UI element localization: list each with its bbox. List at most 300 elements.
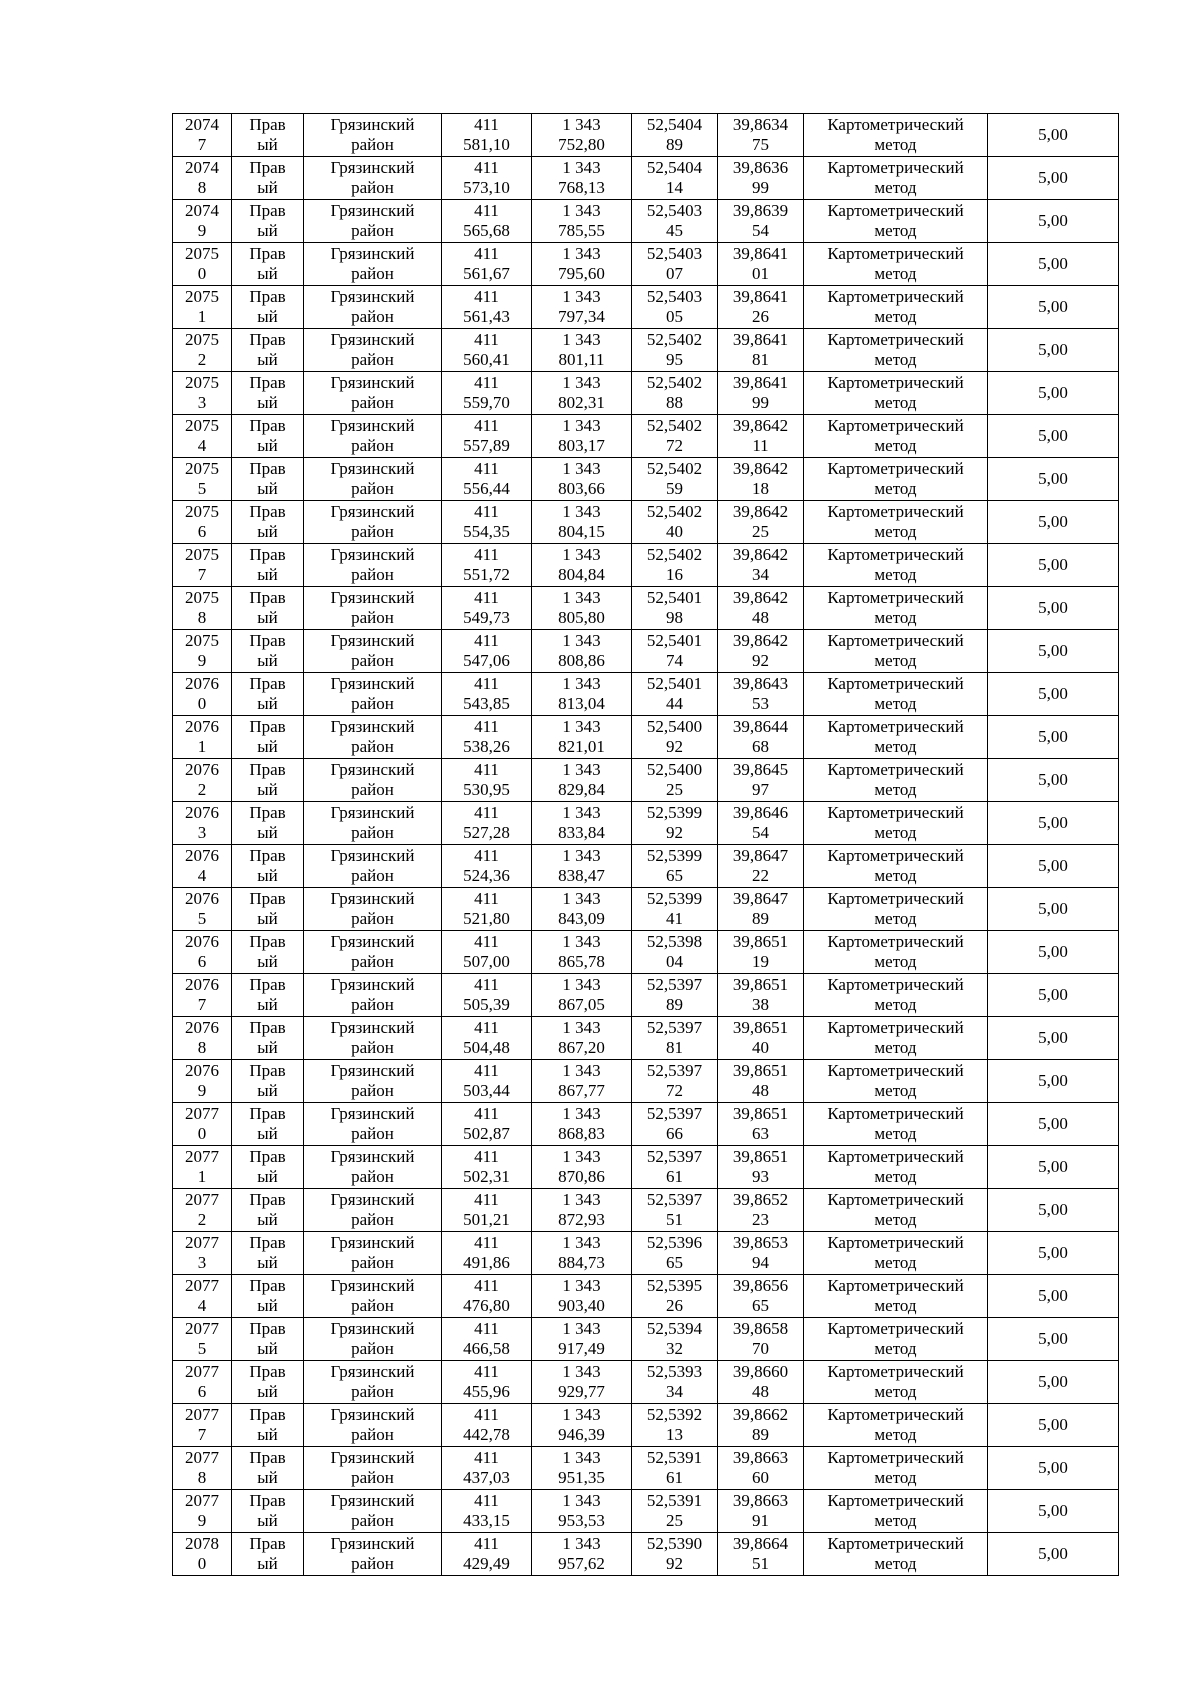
y-coordinate-cell: 1 343 867,05: [532, 974, 632, 1017]
district-cell: Грязинский район: [304, 243, 442, 286]
method-cell: Картометрический метод: [804, 544, 988, 587]
error-cell: 5,00: [988, 286, 1119, 329]
point-number-cell: 2077 0: [173, 1103, 232, 1146]
method-cell: Картометрический метод: [804, 1404, 988, 1447]
latitude-cell: 52,5401 74: [632, 630, 718, 673]
x-coordinate-cell: 411 505,39: [442, 974, 532, 1017]
point-number-cell: 2076 6: [173, 931, 232, 974]
x-coordinate-cell: 411 527,28: [442, 802, 532, 845]
y-coordinate-cell: 1 343 803,17: [532, 415, 632, 458]
latitude-cell: 52,5397 81: [632, 1017, 718, 1060]
district-cell: Грязинский район: [304, 1447, 442, 1490]
point-number-cell: 2076 3: [173, 802, 232, 845]
latitude-cell: 52,5390 92: [632, 1533, 718, 1576]
table-row: [173, 1490, 1119, 1533]
y-coordinate-cell: 1 343 865,78: [532, 931, 632, 974]
error-cell: 5,00: [988, 458, 1119, 501]
error-cell: 5,00: [988, 1275, 1119, 1318]
side-cell: Прав ый: [232, 458, 304, 501]
longitude-cell: 39,8653 94: [718, 1232, 804, 1275]
longitude-cell: 39,8642 34: [718, 544, 804, 587]
side-cell: Прав ый: [232, 1146, 304, 1189]
x-coordinate-cell: 411 565,68: [442, 200, 532, 243]
y-coordinate-cell: 1 343 838,47: [532, 845, 632, 888]
district-cell: Грязинский район: [304, 931, 442, 974]
table-row: [173, 458, 1119, 501]
y-coordinate-cell: 1 343 870,86: [532, 1146, 632, 1189]
point-number-cell: 2076 1: [173, 716, 232, 759]
x-coordinate-cell: 411 573,10: [442, 157, 532, 200]
x-coordinate-cell: 411 556,44: [442, 458, 532, 501]
point-number-cell: 2075 9: [173, 630, 232, 673]
longitude-cell: 39,8663 60: [718, 1447, 804, 1490]
method-cell: Картометрический метод: [804, 1017, 988, 1060]
table-row: [173, 329, 1119, 372]
error-cell: 5,00: [988, 372, 1119, 415]
table-row: [173, 1146, 1119, 1189]
method-cell: Картометрический метод: [804, 1447, 988, 1490]
point-number-cell: 2075 3: [173, 372, 232, 415]
method-cell: Картометрический метод: [804, 1146, 988, 1189]
latitude-cell: 52,5401 98: [632, 587, 718, 630]
method-cell: Картометрический метод: [804, 1318, 988, 1361]
point-number-cell: 2076 8: [173, 1017, 232, 1060]
table-row: [173, 114, 1119, 157]
x-coordinate-cell: 411 524,36: [442, 845, 532, 888]
point-number-cell: 2074 7: [173, 114, 232, 157]
error-cell: 5,00: [988, 1447, 1119, 1490]
point-number-cell: 2075 1: [173, 286, 232, 329]
side-cell: Прав ый: [232, 1404, 304, 1447]
side-cell: Прав ый: [232, 329, 304, 372]
side-cell: Прав ый: [232, 630, 304, 673]
point-number-cell: 2075 2: [173, 329, 232, 372]
method-cell: Картометрический метод: [804, 1103, 988, 1146]
side-cell: Прав ый: [232, 1103, 304, 1146]
error-cell: 5,00: [988, 243, 1119, 286]
x-coordinate-cell: 411 466,58: [442, 1318, 532, 1361]
x-coordinate-cell: 411 521,80: [442, 888, 532, 931]
error-cell: 5,00: [988, 329, 1119, 372]
district-cell: Грязинский район: [304, 1189, 442, 1232]
longitude-cell: 39,8642 11: [718, 415, 804, 458]
latitude-cell: 52,5399 41: [632, 888, 718, 931]
table-row: [173, 286, 1119, 329]
district-cell: Грязинский район: [304, 1232, 442, 1275]
latitude-cell: 52,5396 65: [632, 1232, 718, 1275]
y-coordinate-cell: 1 343 804,84: [532, 544, 632, 587]
district-cell: Грязинский район: [304, 888, 442, 931]
district-cell: Грязинский район: [304, 372, 442, 415]
x-coordinate-cell: 411 502,31: [442, 1146, 532, 1189]
side-cell: Прав ый: [232, 286, 304, 329]
y-coordinate-cell: 1 343 801,11: [532, 329, 632, 372]
method-cell: Картометрический метод: [804, 372, 988, 415]
district-cell: Грязинский район: [304, 673, 442, 716]
table-row: [173, 630, 1119, 673]
latitude-cell: 52,5400 92: [632, 716, 718, 759]
table-row: [173, 200, 1119, 243]
point-number-cell: 2075 7: [173, 544, 232, 587]
table-row: [173, 1060, 1119, 1103]
longitude-cell: 39,8642 92: [718, 630, 804, 673]
x-coordinate-cell: 411 581,10: [442, 114, 532, 157]
method-cell: Картометрический метод: [804, 759, 988, 802]
side-cell: Прав ый: [232, 759, 304, 802]
point-number-cell: 2075 0: [173, 243, 232, 286]
x-coordinate-cell: 411 437,03: [442, 1447, 532, 1490]
method-cell: Картометрический метод: [804, 1533, 988, 1576]
side-cell: Прав ый: [232, 1318, 304, 1361]
latitude-cell: 52,5391 25: [632, 1490, 718, 1533]
longitude-cell: 39,8664 51: [718, 1533, 804, 1576]
table-row: [173, 587, 1119, 630]
side-cell: Прав ый: [232, 372, 304, 415]
side-cell: Прав ый: [232, 114, 304, 157]
table-row: [173, 716, 1119, 759]
point-number-cell: 2077 1: [173, 1146, 232, 1189]
district-cell: Грязинский район: [304, 157, 442, 200]
side-cell: Прав ый: [232, 587, 304, 630]
y-coordinate-cell: 1 343 803,66: [532, 458, 632, 501]
x-coordinate-cell: 411 551,72: [442, 544, 532, 587]
method-cell: Картометрический метод: [804, 888, 988, 931]
latitude-cell: 52,5397 72: [632, 1060, 718, 1103]
district-cell: Грязинский район: [304, 329, 442, 372]
longitude-cell: 39,8643 53: [718, 673, 804, 716]
latitude-cell: 52,5402 72: [632, 415, 718, 458]
side-cell: Прав ый: [232, 673, 304, 716]
side-cell: Прав ый: [232, 243, 304, 286]
table-row: [173, 759, 1119, 802]
method-cell: Картометрический метод: [804, 200, 988, 243]
point-number-cell: 2077 3: [173, 1232, 232, 1275]
latitude-cell: 52,5403 07: [632, 243, 718, 286]
table-row: [173, 1318, 1119, 1361]
x-coordinate-cell: 411 559,70: [442, 372, 532, 415]
method-cell: Картометрический метод: [804, 931, 988, 974]
district-cell: Грязинский район: [304, 1361, 442, 1404]
point-number-cell: 2077 9: [173, 1490, 232, 1533]
side-cell: Прав ый: [232, 1017, 304, 1060]
longitude-cell: 39,8641 26: [718, 286, 804, 329]
y-coordinate-cell: 1 343 903,40: [532, 1275, 632, 1318]
longitude-cell: 39,8642 18: [718, 458, 804, 501]
point-number-cell: 2077 8: [173, 1447, 232, 1490]
y-coordinate-cell: 1 343 957,62: [532, 1533, 632, 1576]
method-cell: Картометрический метод: [804, 415, 988, 458]
latitude-cell: 52,5402 95: [632, 329, 718, 372]
error-cell: 5,00: [988, 1060, 1119, 1103]
district-cell: Грязинский район: [304, 200, 442, 243]
error-cell: 5,00: [988, 759, 1119, 802]
y-coordinate-cell: 1 343 802,31: [532, 372, 632, 415]
longitude-cell: 39,8639 54: [718, 200, 804, 243]
method-cell: Картометрический метод: [804, 630, 988, 673]
error-cell: 5,00: [988, 888, 1119, 931]
method-cell: Картометрический метод: [804, 974, 988, 1017]
table-row: [173, 1533, 1119, 1576]
latitude-cell: 52,5400 25: [632, 759, 718, 802]
error-cell: 5,00: [988, 716, 1119, 759]
x-coordinate-cell: 411 547,06: [442, 630, 532, 673]
method-cell: Картометрический метод: [804, 1490, 988, 1533]
y-coordinate-cell: 1 343 821,01: [532, 716, 632, 759]
side-cell: Прав ый: [232, 1189, 304, 1232]
point-number-cell: 2076 5: [173, 888, 232, 931]
method-cell: Картометрический метод: [804, 802, 988, 845]
longitude-cell: 39,8652 23: [718, 1189, 804, 1232]
error-cell: 5,00: [988, 974, 1119, 1017]
side-cell: Прав ый: [232, 1361, 304, 1404]
y-coordinate-cell: 1 343 804,15: [532, 501, 632, 544]
error-cell: 5,00: [988, 1490, 1119, 1533]
table-row: [173, 243, 1119, 286]
y-coordinate-cell: 1 343 752,80: [532, 114, 632, 157]
latitude-cell: 52,5397 66: [632, 1103, 718, 1146]
error-cell: 5,00: [988, 931, 1119, 974]
table-row: [173, 673, 1119, 716]
error-cell: 5,00: [988, 1103, 1119, 1146]
longitude-cell: 39,8642 48: [718, 587, 804, 630]
table-row: [173, 1189, 1119, 1232]
district-cell: Грязинский район: [304, 114, 442, 157]
side-cell: Прав ый: [232, 157, 304, 200]
table-row: [173, 1275, 1119, 1318]
point-number-cell: 2075 8: [173, 587, 232, 630]
error-cell: 5,00: [988, 501, 1119, 544]
longitude-cell: 39,8641 81: [718, 329, 804, 372]
point-number-cell: 2074 8: [173, 157, 232, 200]
point-number-cell: 2077 2: [173, 1189, 232, 1232]
district-cell: Грязинский район: [304, 630, 442, 673]
district-cell: Грязинский район: [304, 1275, 442, 1318]
district-cell: Грязинский район: [304, 1060, 442, 1103]
table-row: [173, 1103, 1119, 1146]
y-coordinate-cell: 1 343 813,04: [532, 673, 632, 716]
y-coordinate-cell: 1 343 867,77: [532, 1060, 632, 1103]
district-cell: Грязинский район: [304, 1533, 442, 1576]
x-coordinate-cell: 411 561,43: [442, 286, 532, 329]
error-cell: 5,00: [988, 114, 1119, 157]
method-cell: Картометрический метод: [804, 329, 988, 372]
method-cell: Картометрический метод: [804, 673, 988, 716]
x-coordinate-cell: 411 549,73: [442, 587, 532, 630]
district-cell: Грязинский район: [304, 1318, 442, 1361]
latitude-cell: 52,5404 89: [632, 114, 718, 157]
error-cell: 5,00: [988, 1017, 1119, 1060]
point-number-cell: 2077 5: [173, 1318, 232, 1361]
x-coordinate-cell: 411 504,48: [442, 1017, 532, 1060]
y-coordinate-cell: 1 343 953,53: [532, 1490, 632, 1533]
y-coordinate-cell: 1 343 917,49: [532, 1318, 632, 1361]
point-number-cell: 2074 9: [173, 200, 232, 243]
latitude-cell: 52,5397 51: [632, 1189, 718, 1232]
side-cell: Прав ый: [232, 1060, 304, 1103]
error-cell: 5,00: [988, 415, 1119, 458]
district-cell: Грязинский район: [304, 501, 442, 544]
table-row: [173, 888, 1119, 931]
district-cell: Грязинский район: [304, 716, 442, 759]
latitude-cell: 52,5398 04: [632, 931, 718, 974]
table-row: [173, 1447, 1119, 1490]
error-cell: 5,00: [988, 200, 1119, 243]
x-coordinate-cell: 411 429,49: [442, 1533, 532, 1576]
method-cell: Картометрический метод: [804, 458, 988, 501]
error-cell: 5,00: [988, 1533, 1119, 1576]
district-cell: Грязинский район: [304, 458, 442, 501]
x-coordinate-cell: 411 476,80: [442, 1275, 532, 1318]
point-number-cell: 2076 4: [173, 845, 232, 888]
table-row: [173, 1017, 1119, 1060]
y-coordinate-cell: 1 343 884,73: [532, 1232, 632, 1275]
longitude-cell: 39,8656 65: [718, 1275, 804, 1318]
error-cell: 5,00: [988, 157, 1119, 200]
error-cell: 5,00: [988, 587, 1119, 630]
method-cell: Картометрический метод: [804, 286, 988, 329]
table-row: [173, 501, 1119, 544]
district-cell: Грязинский район: [304, 1103, 442, 1146]
district-cell: Грязинский район: [304, 845, 442, 888]
table-row: [173, 1361, 1119, 1404]
side-cell: Прав ый: [232, 544, 304, 587]
longitude-cell: 39,8634 75: [718, 114, 804, 157]
method-cell: Картометрический метод: [804, 1060, 988, 1103]
district-cell: Грязинский район: [304, 415, 442, 458]
method-cell: Картометрический метод: [804, 1189, 988, 1232]
error-cell: 5,00: [988, 845, 1119, 888]
district-cell: Грязинский район: [304, 1404, 442, 1447]
method-cell: Картометрический метод: [804, 1275, 988, 1318]
method-cell: Картометрический метод: [804, 716, 988, 759]
latitude-cell: 52,5391 61: [632, 1447, 718, 1490]
x-coordinate-cell: 411 557,89: [442, 415, 532, 458]
table-row: [173, 974, 1119, 1017]
table-row: [173, 931, 1119, 974]
method-cell: Картометрический метод: [804, 587, 988, 630]
latitude-cell: 52,5394 32: [632, 1318, 718, 1361]
longitude-cell: 39,8642 25: [718, 501, 804, 544]
y-coordinate-cell: 1 343 843,09: [532, 888, 632, 931]
y-coordinate-cell: 1 343 829,84: [532, 759, 632, 802]
point-number-cell: 2075 6: [173, 501, 232, 544]
point-number-cell: 2076 0: [173, 673, 232, 716]
longitude-cell: 39,8663 91: [718, 1490, 804, 1533]
method-cell: Картометрический метод: [804, 243, 988, 286]
longitude-cell: 39,8647 89: [718, 888, 804, 931]
method-cell: Картометрический метод: [804, 157, 988, 200]
latitude-cell: 52,5397 61: [632, 1146, 718, 1189]
table-row: [173, 372, 1119, 415]
latitude-cell: 52,5402 59: [632, 458, 718, 501]
y-coordinate-cell: 1 343 867,20: [532, 1017, 632, 1060]
longitude-cell: 39,8651 40: [718, 1017, 804, 1060]
x-coordinate-cell: 411 560,41: [442, 329, 532, 372]
district-cell: Грязинский район: [304, 802, 442, 845]
y-coordinate-cell: 1 343 872,93: [532, 1189, 632, 1232]
x-coordinate-cell: 411 442,78: [442, 1404, 532, 1447]
table-row: [173, 1404, 1119, 1447]
side-cell: Прав ый: [232, 931, 304, 974]
side-cell: Прав ый: [232, 415, 304, 458]
district-cell: Грязинский район: [304, 544, 442, 587]
table-row: [173, 1232, 1119, 1275]
longitude-cell: 39,8641 99: [718, 372, 804, 415]
longitude-cell: 39,8636 99: [718, 157, 804, 200]
table-body: [173, 114, 1119, 1576]
point-number-cell: 2078 0: [173, 1533, 232, 1576]
side-cell: Прав ый: [232, 501, 304, 544]
side-cell: Прав ый: [232, 1275, 304, 1318]
longitude-cell: 39,8660 48: [718, 1361, 804, 1404]
y-coordinate-cell: 1 343 951,35: [532, 1447, 632, 1490]
x-coordinate-cell: 411 530,95: [442, 759, 532, 802]
latitude-cell: 52,5395 26: [632, 1275, 718, 1318]
error-cell: 5,00: [988, 1189, 1119, 1232]
error-cell: 5,00: [988, 630, 1119, 673]
side-cell: Прав ый: [232, 802, 304, 845]
latitude-cell: 52,5401 44: [632, 673, 718, 716]
table-row: [173, 845, 1119, 888]
y-coordinate-cell: 1 343 795,60: [532, 243, 632, 286]
x-coordinate-cell: 411 433,15: [442, 1490, 532, 1533]
latitude-cell: 52,5402 16: [632, 544, 718, 587]
latitude-cell: 52,5402 40: [632, 501, 718, 544]
longitude-cell: 39,8645 97: [718, 759, 804, 802]
side-cell: Прав ый: [232, 845, 304, 888]
error-cell: 5,00: [988, 1232, 1119, 1275]
side-cell: Прав ый: [232, 1447, 304, 1490]
district-cell: Грязинский район: [304, 1146, 442, 1189]
side-cell: Прав ый: [232, 1490, 304, 1533]
x-coordinate-cell: 411 554,35: [442, 501, 532, 544]
latitude-cell: 52,5404 14: [632, 157, 718, 200]
side-cell: Прав ый: [232, 1533, 304, 1576]
longitude-cell: 39,8651 38: [718, 974, 804, 1017]
longitude-cell: 39,8651 48: [718, 1060, 804, 1103]
y-coordinate-cell: 1 343 797,34: [532, 286, 632, 329]
longitude-cell: 39,8647 22: [718, 845, 804, 888]
latitude-cell: 52,5399 65: [632, 845, 718, 888]
side-cell: Прав ый: [232, 888, 304, 931]
y-coordinate-cell: 1 343 929,77: [532, 1361, 632, 1404]
table-row: [173, 415, 1119, 458]
side-cell: Прав ый: [232, 200, 304, 243]
side-cell: Прав ый: [232, 1232, 304, 1275]
method-cell: Картометрический метод: [804, 501, 988, 544]
latitude-cell: 52,5403 05: [632, 286, 718, 329]
point-number-cell: 2076 9: [173, 1060, 232, 1103]
point-number-cell: 2077 6: [173, 1361, 232, 1404]
point-number-cell: 2077 4: [173, 1275, 232, 1318]
x-coordinate-cell: 411 455,96: [442, 1361, 532, 1404]
district-cell: Грязинский район: [304, 286, 442, 329]
y-coordinate-cell: 1 343 946,39: [532, 1404, 632, 1447]
longitude-cell: 39,8646 54: [718, 802, 804, 845]
x-coordinate-cell: 411 507,00: [442, 931, 532, 974]
error-cell: 5,00: [988, 1404, 1119, 1447]
longitude-cell: 39,8644 68: [718, 716, 804, 759]
latitude-cell: 52,5399 92: [632, 802, 718, 845]
coordinates-table: [172, 113, 1119, 1576]
error-cell: 5,00: [988, 544, 1119, 587]
error-cell: 5,00: [988, 1361, 1119, 1404]
latitude-cell: 52,5397 89: [632, 974, 718, 1017]
latitude-cell: 52,5393 34: [632, 1361, 718, 1404]
y-coordinate-cell: 1 343 785,55: [532, 200, 632, 243]
x-coordinate-cell: 411 501,21: [442, 1189, 532, 1232]
district-cell: Грязинский район: [304, 759, 442, 802]
